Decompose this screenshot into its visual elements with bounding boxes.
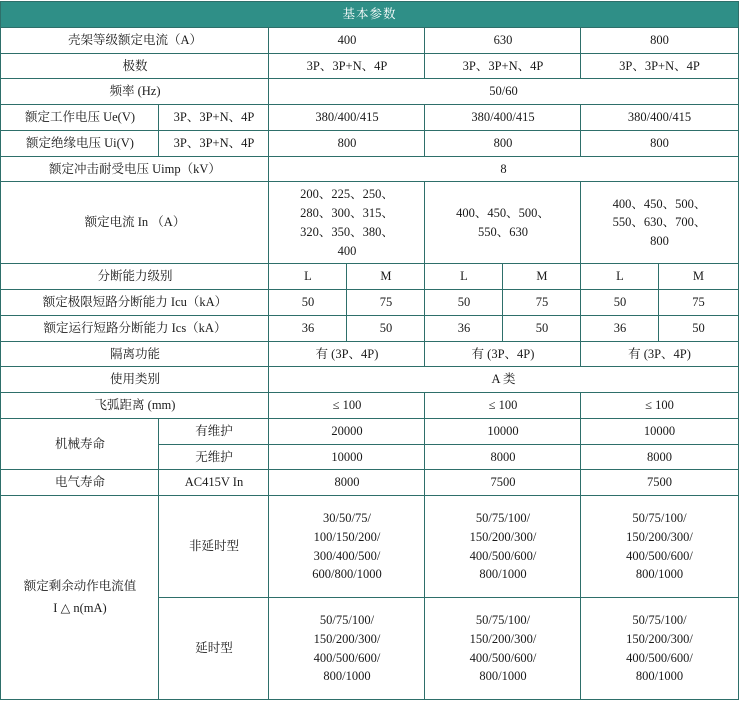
cell-ics-630-l: 36: [425, 315, 503, 341]
cell-rated-working-voltage-800: 380/400/415: [581, 105, 738, 131]
row-label-isolation-function: 隔离功能: [1, 341, 269, 367]
row-sublabel-electrical-life: AC415V In: [159, 470, 269, 496]
cell-breaking-class-800-m: M: [659, 264, 738, 290]
cell-isolation-400: 有 (3P、4P): [269, 341, 425, 367]
row-label-breaking-capacity-class: 分断能力级别: [1, 264, 269, 290]
cell-isolation-800: 有 (3P、4P): [581, 341, 738, 367]
row-label-mechanical-life-unmaintained: 无维护: [159, 444, 269, 470]
row-label-arc-distance: 飞弧距离 (mm): [1, 393, 269, 419]
cell-utilization-category-all: A 类: [269, 367, 738, 393]
cell-frequency-all: 50/60: [269, 79, 738, 105]
cell-breaking-class-630-m: M: [503, 264, 581, 290]
row-label-residual-non-delay: 非延时型: [159, 496, 269, 598]
cell-arc-distance-630: ≤ 100: [425, 393, 581, 419]
table-row: [1, 27, 738, 53]
cell-mech-life-maintained-800: 10000: [581, 418, 738, 444]
cell-residual-delay-800: 50/75/100/ 150/200/300/ 400/500/600/ 800/1000: [581, 598, 738, 700]
cell-residual-non-delay-630: 50/75/100/ 150/200/300/ 400/500/600/ 800/1000: [425, 496, 581, 598]
table-row: [1, 105, 738, 131]
cell-poles-400: 3P、3P+N、4P: [269, 53, 425, 79]
cell-icu-800-l: 50: [581, 290, 659, 316]
cell-mech-life-maintained-400: 20000: [269, 418, 425, 444]
cell-breaking-class-630-l: L: [425, 264, 503, 290]
cell-rated-insulation-voltage-400: 800: [269, 130, 425, 156]
table-row: [1, 290, 738, 316]
table-row: [1, 496, 738, 598]
table-row: [1, 182, 738, 264]
cell-residual-non-delay-400: 30/50/75/ 100/150/200/ 300/400/500/ 600/800/1000: [269, 496, 425, 598]
cell-electrical-life-800: 7500: [581, 470, 738, 496]
cell-icu-630-m: 75: [503, 290, 581, 316]
table-row: [1, 470, 738, 496]
row-label-mechanical-life-maintained: 有维护: [159, 418, 269, 444]
cell-frame-rated-current-630: 630: [425, 27, 581, 53]
table-row: [1, 156, 738, 182]
cell-ics-800-m: 50: [659, 315, 738, 341]
table-row: [1, 393, 738, 419]
table-row: [1, 264, 738, 290]
table-title: 基本参数: [1, 2, 738, 28]
row-label-rated-impulse-voltage: 额定冲击耐受电压 Uimp（kV）: [1, 156, 269, 182]
cell-arc-distance-800: ≤ 100: [581, 393, 738, 419]
cell-breaking-class-400-m: M: [347, 264, 425, 290]
cell-icu-400-m: 75: [347, 290, 425, 316]
row-label-utilization-category: 使用类别: [1, 367, 269, 393]
cell-rated-current-in-800: 400、450、500、 550、630、700、 800: [581, 182, 738, 264]
row-group-mechanical-life: 机械寿命: [1, 418, 159, 470]
cell-mech-life-unmaintained-630: 8000: [425, 444, 581, 470]
row-sublabel-rated-insulation-voltage: 3P、3P+N、4P: [159, 130, 269, 156]
row-label-rated-insulation-voltage: 额定绝缘电压 Ui(V): [1, 130, 159, 156]
cell-ics-630-m: 50: [503, 315, 581, 341]
cell-icu-400-l: 50: [269, 290, 347, 316]
row-label-rated-current-in: 额定电流 In （A）: [1, 182, 269, 264]
cell-electrical-life-400: 8000: [269, 470, 425, 496]
cell-rated-current-in-630: 400、450、500、 550、630: [425, 182, 581, 264]
cell-mech-life-maintained-630: 10000: [425, 418, 581, 444]
row-label-rated-working-voltage: 额定工作电压 Ue(V): [1, 105, 159, 131]
cell-isolation-630: 有 (3P、4P): [425, 341, 581, 367]
table-title-row: [1, 2, 738, 28]
table-row: [1, 418, 738, 444]
cell-arc-distance-400: ≤ 100: [269, 393, 425, 419]
cell-breaking-class-800-l: L: [581, 264, 659, 290]
row-sublabel-rated-working-voltage: 3P、3P+N、4P: [159, 105, 269, 131]
cell-electrical-life-630: 7500: [425, 470, 581, 496]
cell-icu-800-m: 75: [659, 290, 738, 316]
cell-ics-400-m: 50: [347, 315, 425, 341]
cell-mech-life-unmaintained-400: 10000: [269, 444, 425, 470]
cell-frame-rated-current-400: 400: [269, 27, 425, 53]
cell-frame-rated-current-800: 800: [581, 27, 738, 53]
cell-rated-impulse-voltage-all: 8: [269, 156, 738, 182]
table-row: [1, 53, 738, 79]
row-label-electrical-life: 电气寿命: [1, 470, 159, 496]
table-row: [1, 130, 738, 156]
table-row: [1, 79, 738, 105]
row-label-poles: 极数: [1, 53, 269, 79]
row-label-residual-delay: 延时型: [159, 598, 269, 700]
row-label-frame-rated-current: 壳架等级额定电流（A）: [1, 27, 269, 53]
cell-rated-insulation-voltage-800: 800: [581, 130, 738, 156]
cell-icu-630-l: 50: [425, 290, 503, 316]
row-group-residual-current-label: 额定剩余动作电流值 I △ n(mA): [23, 579, 137, 615]
cell-rated-insulation-voltage-630: 800: [425, 130, 581, 156]
row-label-ics: 额定运行短路分断能力 Ics（kA）: [1, 315, 269, 341]
cell-poles-630: 3P、3P+N、4P: [425, 53, 581, 79]
cell-ics-800-l: 36: [581, 315, 659, 341]
table-row: [1, 341, 738, 367]
cell-breaking-class-400-l: L: [269, 264, 347, 290]
row-label-icu: 额定极限短路分断能力 Icu（kA）: [1, 290, 269, 316]
cell-residual-delay-630: 50/75/100/ 150/200/300/ 400/500/600/ 800/1000: [425, 598, 581, 700]
row-group-residual-current: [1, 496, 159, 700]
row-label-frequency: 频率 (Hz): [1, 79, 269, 105]
table-row: [1, 367, 738, 393]
cell-residual-non-delay-800: 50/75/100/ 150/200/300/ 400/500/600/ 800/1000: [581, 496, 738, 598]
cell-rated-working-voltage-400: 380/400/415: [269, 105, 425, 131]
cell-rated-current-in-400: 200、225、250、 280、300、315、 320、350、380、 400: [269, 182, 425, 264]
table-row: [1, 315, 738, 341]
cell-poles-800: 3P、3P+N、4P: [581, 53, 738, 79]
cell-mech-life-unmaintained-800: 8000: [581, 444, 738, 470]
basic-parameters-table: [0, 1, 738, 700]
cell-ics-400-l: 36: [269, 315, 347, 341]
cell-residual-delay-400: 50/75/100/ 150/200/300/ 400/500/600/ 800/1000: [269, 598, 425, 700]
cell-rated-working-voltage-630: 380/400/415: [425, 105, 581, 131]
